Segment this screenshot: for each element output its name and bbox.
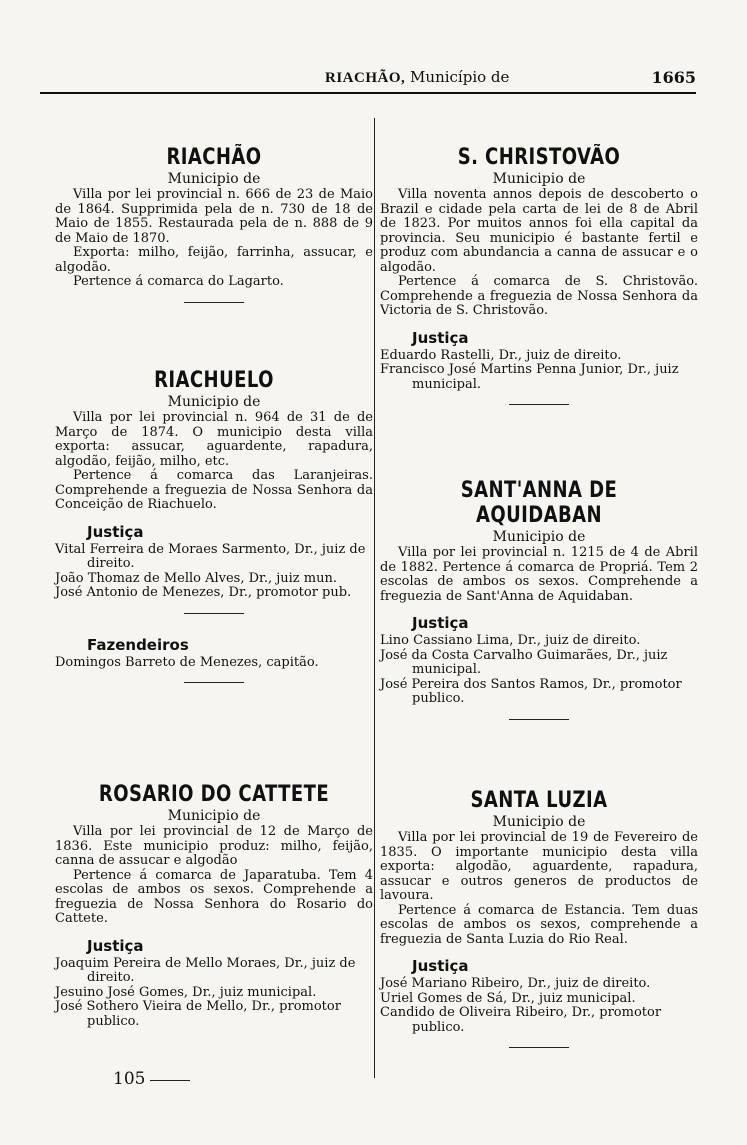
justica-heading: Justiça bbox=[87, 936, 144, 955]
fazendeiro: Domingos Barreto de Menezes, capitão. bbox=[55, 654, 319, 670]
official: Lino Cassiano Lima, Dr., juiz de direito. bbox=[380, 633, 641, 648]
entry-title: RIACHÃO bbox=[166, 145, 262, 170]
official: Candido de Oliveira Ribeiro, Dr., promotor publico. bbox=[380, 1005, 662, 1035]
entry-subtitle: Municipio de bbox=[167, 171, 261, 187]
entry-body: Villa por lei provincial de 19 de Fevereiro de 1835. O importante municipio desta villa exporta: algodão, aguardente, rapadura, assucar e outros generos de productos de lavoura. Pertence á comarca de Estancia. Tem duas escolas de ambos os sexos, comprehende a freguezia de Santa Luzia do Rio Real. bbox=[380, 830, 698, 947]
header-title: RIACHÃO, Município de bbox=[325, 68, 510, 86]
entry-riachuelo bbox=[55, 368, 373, 683]
fazendeiros-heading: Fazendeiros bbox=[87, 635, 189, 654]
official: João Thomaz de Mello Alves, Dr., juiz mun. bbox=[55, 570, 337, 586]
official: Uriel Gomes de Sá, Dr., juiz municipal. bbox=[380, 990, 636, 1006]
folio-number: 105 bbox=[113, 1069, 146, 1089]
entry-body: Villa por lei provincial n. 666 de 23 de Maio de 1864. Supprimida pela de n. 730 de 18 de Maio de 1855. Restaurada pela de n. 888 de 9 de Maio de 1870. Exporta: milho, feijão, farrinha, assucar, e algodão. Pertence á comarca do Lagarto. bbox=[55, 187, 373, 289]
official: José Mariano Ribeiro, Dr., juiz de direito. bbox=[380, 976, 651, 991]
separator bbox=[184, 613, 244, 614]
official: Francisco José Martins Penna Junior, Dr., juiz municipal. bbox=[380, 362, 679, 392]
official: José Sothero Vieira de Mello, Dr., promotor publico. bbox=[55, 999, 341, 1029]
entry-subtitle: Municipio de bbox=[492, 171, 586, 187]
running-header bbox=[40, 62, 696, 94]
official: José da Costa Carvalho Guimarães, Dr., juiz municipal. bbox=[380, 647, 668, 677]
official: Vital Ferreira de Moraes Sarmento, Dr., juiz de direito. bbox=[55, 541, 366, 571]
official: José Antonio de Menezes, Dr., promotor pub. bbox=[55, 585, 352, 600]
column-divider bbox=[374, 118, 375, 1078]
justica-heading: Justiça bbox=[87, 522, 144, 541]
entry-title: ROSARIO DO CATTETE bbox=[98, 782, 330, 807]
entry-title: SANTA LUZIA bbox=[470, 788, 608, 813]
entry-subtitle: Municipio de bbox=[492, 529, 586, 545]
separator bbox=[509, 1047, 569, 1048]
entry-body: Villa por lei provincial n. 964 de 31 de de Março de 1874. O municipio desta villa exporta: assucar, aguardente, rapadura, algodão, feijão, milho, etc. Pertence á comarca das Laranjeiras. Comprehende a freguezia de Nossa Senhora da Conceição de Riachuelo. bbox=[55, 410, 373, 512]
entry-riachao bbox=[55, 145, 373, 303]
page-number: 1665 bbox=[651, 68, 696, 87]
entry-body: Villa noventa annos depois de descoberto o Brazil e cidade pela carta de lei de 8 de Abril de 1823. Por muitos annos foi ella capital da provincia. Seu municipio é bastante fertil e produz com abundancia a canna de assucar e o algodão. Pertence á comarca de S. Christovão. Comprehende a freguezia de Nossa Senhora da Victoria de S. Christovão. bbox=[380, 187, 698, 318]
entry-body: Villa por lei provincial de 12 de Março de 1836. Este municipio produz: milho, feijão, canna de assucar e algodão Pertence á comarca de Japaratuba. Tem 4 escolas de ambos os sexos. Comprehende a freguezia de Nossa Senhora do Rosario do Cattete. bbox=[55, 824, 373, 926]
entry-body: Villa por lei provincial n. 1215 de 4 de Abril de 1882. Pertence á comarca de Propriá. Tem 2 escolas de ambos os sexos. Comprehende a freguezia de Sant'Anna de Aquidaban. bbox=[380, 545, 698, 604]
official: José Pereira dos Santos Ramos, Dr., promotor publico. bbox=[380, 676, 682, 706]
entry-title: SANT'ANNA DE AQUIDABAN bbox=[460, 478, 618, 528]
entry-rosario-do-cattete bbox=[55, 782, 373, 1029]
entry-santa-luzia bbox=[380, 788, 698, 1048]
entry-subtitle: Municipio de bbox=[492, 814, 586, 830]
official: Eduardo Rastelli, Dr., juiz de direito. bbox=[380, 347, 622, 363]
official: Jesuino José Gomes, Dr., juiz municipal. bbox=[55, 984, 317, 1000]
entry-title: RIACHUELO bbox=[154, 368, 274, 393]
justica-heading: Justiça bbox=[412, 614, 469, 632]
separator bbox=[509, 719, 569, 720]
entry-title: S. CHRISTOVÃO bbox=[457, 145, 621, 170]
entry-s-christovao bbox=[380, 145, 698, 405]
official: Joaquim Pereira de Mello Moraes, Dr., juiz de direito. bbox=[55, 955, 356, 985]
justica-heading: Justiça bbox=[412, 328, 469, 347]
entry-santanna-de-aquidaban bbox=[380, 478, 698, 720]
entry-subtitle: Municipio de bbox=[167, 394, 261, 410]
folio-rule bbox=[150, 1080, 190, 1081]
entry-subtitle: Municipio de bbox=[167, 808, 261, 824]
separator bbox=[184, 682, 244, 683]
justica-heading: Justiça bbox=[412, 957, 469, 975]
separator bbox=[509, 404, 569, 405]
separator bbox=[184, 302, 244, 303]
